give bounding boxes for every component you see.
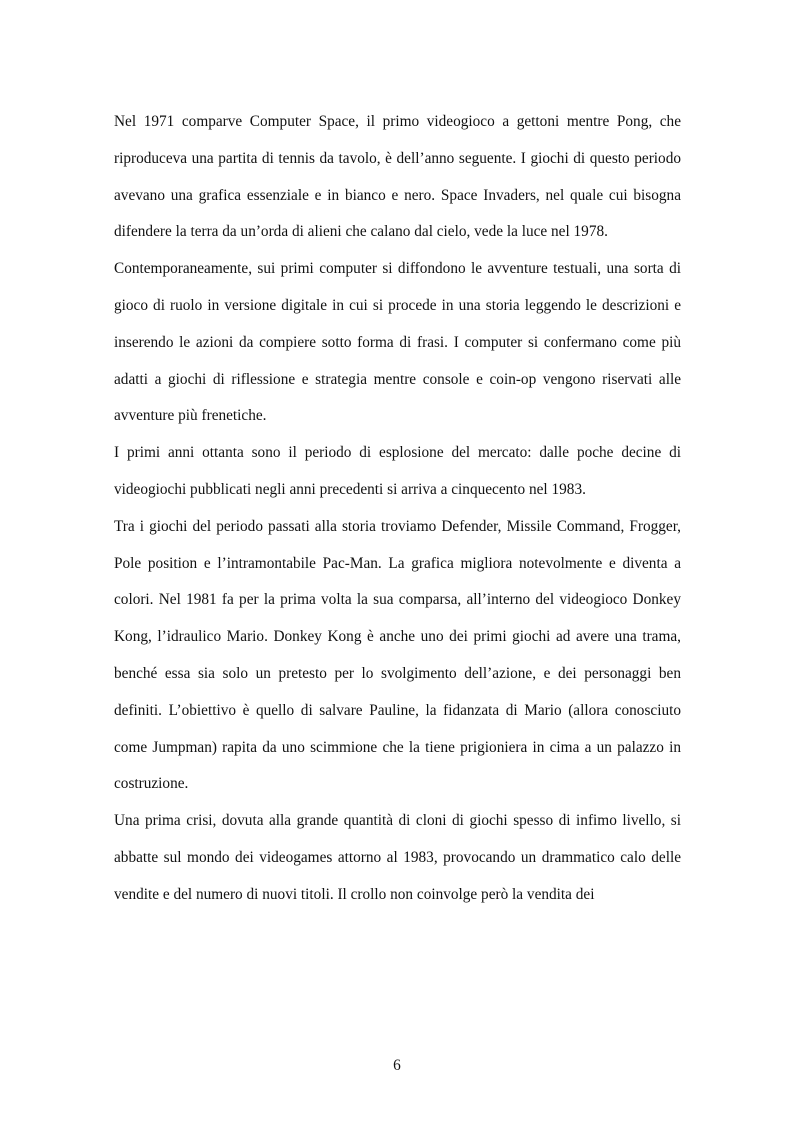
page-number: 6	[393, 1057, 401, 1074]
paragraph-market-explosion: I primi anni ottanta sono il periodo di esplosione del mercato: dalle poche decine di videogiochi pubblicati negli anni precedenti si arriva a cinquecento nel 1983.	[114, 444, 681, 498]
body-text	[114, 104, 681, 914]
paragraph-first-crisis: Una prima crisi, dovuta alla grande quantità di cloni di giochi spesso di infimo livello, si abbatte sul mondo dei videogames attorno al 1983, provocando un drammatico calo delle vendite e del numero di nuovi titoli. Il crollo non coinvolge però la vendita dei	[114, 812, 681, 903]
paragraph-donkey-kong: Tra i giochi del periodo passati alla storia troviamo Defender, Missile Command, Frogger, Pole position e l’intramontabile Pac-Man. La grafica migliora notevolmente e diventa a colori. Nel 1981 fa per la prima volta la sua comparsa, all’interno del videogioco Donkey Kong, l’idraulico Mario. Donkey Kong è anche uno dei primi giochi ad avere una trama, benché essa sia solo un pretesto per lo svolgimento dell’azione, e dei personaggi ben definiti. L’obiettivo è quello di salvare Pauline, la fidanzata di Mario (allora conosciuto come Jumpman) rapita da uno scimmione che la tiene prigioniera in cima a un palazzo in costruzione.	[114, 517, 681, 793]
paragraph-computer-space: Nel 1971 comparve Computer Space, il primo videogioco a gettoni mentre Pong, che riproduceva una partita di tennis da tavolo, è dell’anno seguente. I giochi di questo periodo avevano una grafica essenziale e in bianco e nero. Space Invaders, nel quale cui bisogna difendere la terra da un’orda di alieni che calano dal cielo, vede la luce nel 1978.	[114, 113, 681, 241]
paragraph-text-adventures: Contemporaneamente, sui primi computer si diffondono le avventure testuali, una sorta di gioco di ruolo in versione digitale in cui si procede in una storia leggendo le descrizioni e inserendo le azioni da compiere sotto forma di frasi. I computer si confermano come più adatti a giochi di riflessione e strategia mentre console e coin-op vengono riservati alle avventure più frenetiche.	[114, 260, 681, 425]
